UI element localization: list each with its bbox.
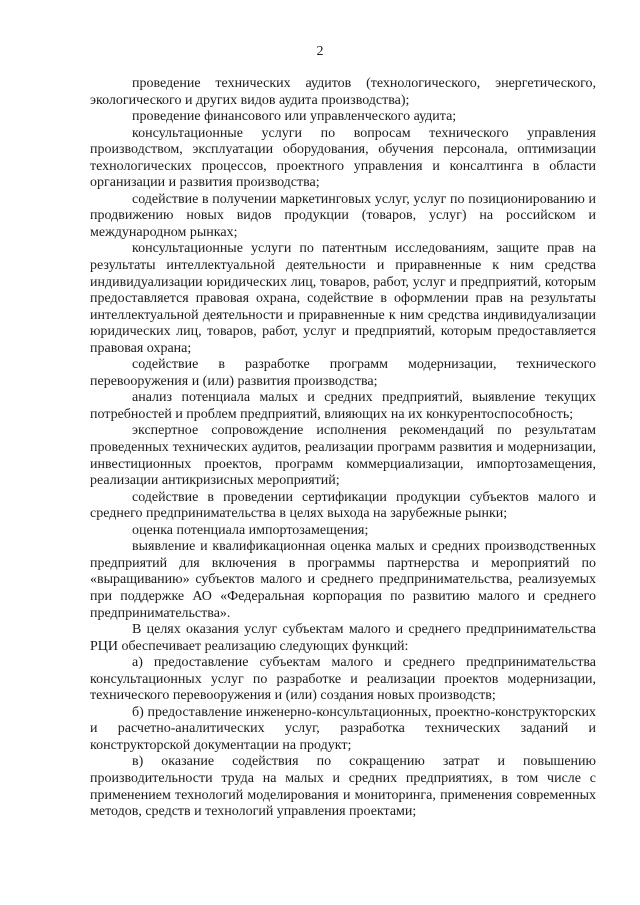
paragraph-import-substitution: оценка потенциала импортозамещения; <box>132 522 369 538</box>
paragraph-technical-audits: проведение технических аудитов (технологического, энергетического, экологического и других видов аудита производства); <box>90 76 596 108</box>
paragraph-modernization-programs: содействие в разработке программ модернизации, технического перевооружения и (или) развития производства; <box>90 357 596 389</box>
paragraph-function-a: а) предоставление субъектам малого и среднего предпринимательства консультационных услуг по разработке и реализации проектов модернизации, технического перевооружения и (или) создания новых производств; <box>90 655 596 704</box>
paragraph-marketing-services: содействие в получении маркетинговых услуг, услуг по позиционированию и продвижению новых видов продукции (товаров, услуг) на российском и международном рынках; <box>90 191 596 240</box>
paragraph-function-b: б) предоставление инженерно-консультационных, проектно-конструкторских и расчетно-аналитических услуг, разработка технических заданий и конструкторской документации на продукт; <box>90 704 596 753</box>
paragraph-potential-analysis: анализ потенциала малых и средних предприятий, выявление текущих потребностей и проблем предприятий, влияющих на их конкурентоспособность; <box>90 390 596 422</box>
page-number: 2 <box>316 44 324 59</box>
paragraph-function-c: в) оказание содействия по сокращению затрат и повышению производительности труда на малых и средних предприятиях, в том числе с применением технологий моделирования и мониторинга, применения современных методов, средств и технологий управления проектами; <box>90 754 596 820</box>
paragraph-consulting-services: консультационные услуги по вопросам технического управления производством, эксплуатации оборудования, обучения персонала, оптимизации технологических процессов, проектного управления и консалтинга в области организации и развития производства; <box>90 125 596 191</box>
paragraph-patent-services: консультационные услуги по патентным исследованиям, защите прав на результаты интеллектуальной деятельности и приравненные к ним средства индивидуализации юридических лиц, товаров, работ, услуг и предприятий, которым предоставляется правовая охрана, содействие в оформлении прав на результаты интеллектуальной деятельности и приравненные к ним средства индивидуализации юридических лиц, товаров, работ, услуг и предприятий, которым предоставляется правовая охрана; <box>90 241 596 356</box>
document-body <box>90 76 596 821</box>
paragraph-certification: содействие в проведении сертификации продукции субъектов малого и среднего предпринимательства в целях выхода на зарубежные рынки; <box>90 489 596 522</box>
paragraph-financial-audit: проведение финансового или управленческого аудита; <box>132 109 457 125</box>
paragraph-expert-support: экспертное сопровождение исполнения рекомендаций по результатам проведенных технических аудитов, реализации программ развития и модернизации, инвестиционных проектов, программ коммерциализации, импортозамещения, реализации антикризисных мероприятий; <box>90 423 596 489</box>
paragraph-qualification-assessment: выявление и квалификационная оценка малых и средних производственных предприятий для включения в программы партнерства и мероприятий по «выращиванию» субъектов малого и среднего предпринимательства, реализуемых при поддержке АО «Федеральная корпорация по развитию малого и среднего предпринимательства». <box>90 539 596 621</box>
paragraph-functions-intro: В целях оказания услуг субъектам малого и среднего предпринимательства РЦИ обеспечивает реализацию следующих функций: <box>90 622 596 654</box>
